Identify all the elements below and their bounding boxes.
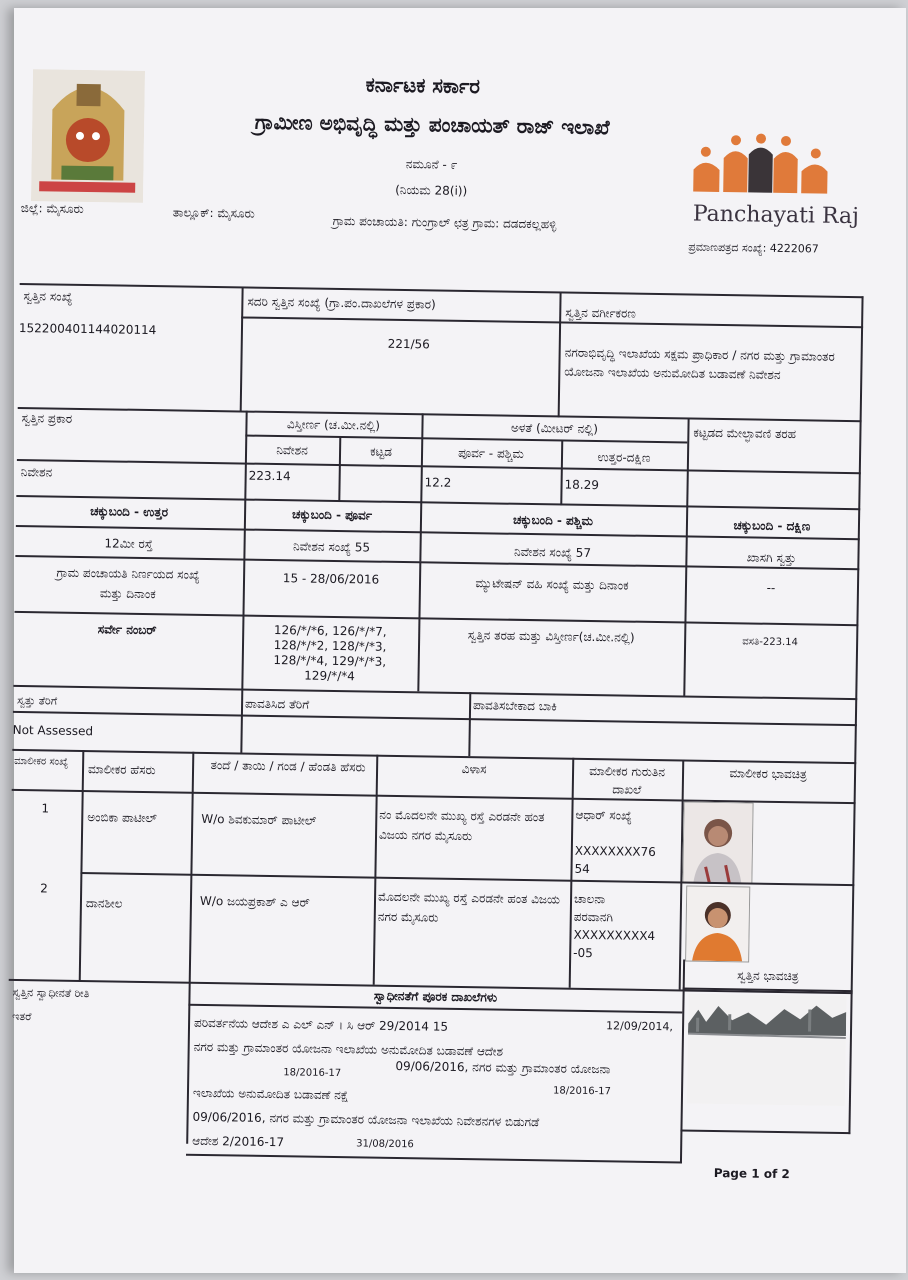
document-page xyxy=(14,8,906,1273)
ownership-method-value: ಇತರೆ xyxy=(12,1009,32,1024)
owner-1-address: ನಂ ಮೊದಲನೇ ಮುಖ್ಯ ರಸ್ತೆ ಎರಡನೇ ಹಂತ ವಿಜಯ ನಗರ ಮೈಸೂರು xyxy=(378,807,545,844)
property-photo-label: ಸ್ವತ್ತಿನ ಭಾವಚಿತ್ರ xyxy=(737,968,799,984)
site-label: ನಿವೇಶನ xyxy=(276,443,308,458)
docs-line-1: ಪರಿವರ್ತನೆಯ ಆದೇಶ ಎ ಎಲ್ ಎನ್ । ಸಿ ಆರ್ 29/2014 15 xyxy=(193,1015,449,1034)
west-label: ಚಕ್ಕುಬಂದಿ - ಪಶ್ಚಿಮ xyxy=(512,512,594,529)
id-header: ಮಾಲೀಕರ ಗುರುತಿನ ದಾಖಲೆ xyxy=(589,763,666,797)
survey-numbers: 126/*/*6, 126/*/*7, 128/*/*2, 128/*/*3, 128/*/*4, 129/*/*3, 129/*/*4 xyxy=(273,623,387,684)
east-value: ನಿವೇಶನ ಸಂಖ್ಯೆ 55 xyxy=(292,539,371,555)
govt-title: ಕರ್ನಾಟಕ ಸರ್ಕಾರ xyxy=(365,72,481,99)
type-area-value: ವಸತಿ-223.14 xyxy=(742,636,799,649)
south-label: ಚಕ್ಕುಬಂದಿ - ದಕ್ಷಿಣ xyxy=(733,518,811,534)
decision-label-2: ಮತ್ತು ದಿನಾಂಕ xyxy=(99,586,156,602)
form-number: ನಮೂನೆ - ೯ xyxy=(405,157,458,172)
north-label: ಚಕ್ಕುಬಂದಿ - ಉತ್ತರ xyxy=(90,504,169,520)
relation-header: ತಂದೆ / ತಾಯಿ / ಗಂಡ / ಹೆಂಡತಿ ಹೆಸರು xyxy=(210,758,366,775)
dept-title: ಗ್ರಾಮೀಣ ಅಭಿವೃದ್ಧಿ ಮತ್ತು ಪಂಚಾಯತ್ ರಾಜ್ ಇಲಾಖೆ xyxy=(254,109,610,140)
docs-sub-2: 18/2016-17 xyxy=(552,1085,612,1098)
ew-value: 12.2 xyxy=(424,475,452,490)
north-value: 12ಮೀ ರಸ್ತೆ xyxy=(104,536,153,552)
owner-no-header: ಮಾಲೀಕರ ಸಂಖ್ಯೆ xyxy=(14,755,69,768)
roof-label: ಕಟ್ಟಡದ ಮೇಲ್ಛಾವಣಿ ತರಹ xyxy=(693,425,797,442)
type-label: ಸ್ವತ್ತಿನ ಪ್ರಕಾರ xyxy=(21,411,73,426)
certificate-number: ಪ್ರಮಾಣಪತ್ರದ ಸಂಖ್ಯೆ: 4222067 xyxy=(688,240,819,256)
karnataka-emblem-icon xyxy=(31,69,145,203)
owner-1-id-type: ಆಧಾರ್ ಸಂಖ್ಯೆ xyxy=(575,807,633,823)
property-photo xyxy=(687,994,847,1106)
docs-label: ಸ್ವಾಧೀನತೆಗೆ ಪೂರಕ ದಾಖಲೆಗಳು xyxy=(373,988,498,1005)
owner-name-header: ಮಾಲೀಕರ ಹೆಸರು xyxy=(87,762,156,778)
owner-2-photo xyxy=(685,886,750,963)
owner-2-id-value: XXXXXXXXX4-05 xyxy=(573,927,656,961)
panchayat-label: ಗ್ರಾಮ ಪಂಚಾಯತಿ: ಗುಂಗ್ರಾಲ್ ಛತ್ರ ಗ್ರಾಮ: ದಡದಕಲ್ಲಹಳ್ಳಿ xyxy=(332,213,557,232)
site-area-value: 223.14 xyxy=(248,468,291,484)
paid-tax-label: ಪಾವತಿಸಿದ ತೆರಿಗೆ xyxy=(244,696,310,712)
ew-label: ಪೂರ್ವ - ಪಶ್ಚಿಮ xyxy=(458,445,524,461)
tax-status: Not Assessed xyxy=(12,722,94,739)
decision-label: ಗ್ರಾಮ ಪಂಚಾಯತಿ ನಿರ್ಣಯದ ಸಂಖ್ಯೆ xyxy=(56,565,200,582)
area-label: ವಿಸ್ತೀರ್ಣ (ಚ.ಮೀ.ನಲ್ಲಿ) xyxy=(286,417,381,433)
address-header: ವಿಳಾಸ xyxy=(461,761,487,777)
docs-line-2: ನಗರ ಮತ್ತು ಗ್ರಾಮಾಂತರ ಯೋಜನಾ ಇಲಾಖೆಯ ಅನುಮೋದಿತ ಬಡಾವಣೆ ಆದೇಶ xyxy=(193,1039,504,1059)
rule-number: (ನಿಯಮ 28(i)) xyxy=(395,182,468,198)
owner-1-id-value: XXXXXXXX7654 xyxy=(574,843,656,877)
owner-2-no: 2 xyxy=(40,881,48,896)
ns-value: 18.29 xyxy=(564,477,600,493)
owner-1-relation: W/o ಶಿವಕುಮಾರ್ ಪಾಟೀಲ್ xyxy=(201,811,317,828)
district-label: ಜಿಲ್ಲೆ: ಮೈಸೂರು xyxy=(20,200,84,216)
sadari-label: ಸದರಿ ಸ್ವತ್ತಿನ ಸಂಖ್ಯೆ (ಗ್ರಾ.ಪಂ.ದಾಖಲೆಗಳ ಪ್ರಕಾರ) xyxy=(247,294,436,312)
owner-1-no: 1 xyxy=(41,801,50,816)
ownership-method-label: ಸ್ವತ್ತಿನ ಸ್ವಾಧೀನತೆ ರೀತಿ xyxy=(12,985,90,1001)
taluk-label: ತಾಲ್ಲೂಕ್: ಮೈಸೂರು xyxy=(172,205,255,221)
owner-2-id-type: ಚಾಲನಾ ಪರವಾನಗಿ xyxy=(573,891,614,925)
mutation-value: -- xyxy=(766,580,776,595)
category-label: ಸ್ವತ್ತಿನ ವರ್ಗೀಕರಣ xyxy=(565,305,636,321)
owner-1-photo xyxy=(682,801,753,884)
docs-line-6: ಆದೇಶ 2/2016-17 xyxy=(192,1133,285,1150)
docs-line-4: ಇಲಾಖೆಯ ಅನುಮೋದಿತ ಬಡಾವಣೆ ನಕ್ಷೆ xyxy=(192,1085,349,1103)
type-area-label: ಸ್ವತ್ತಿನ ತರಹ ಮತ್ತು ವಿಸ್ತೀರ್ಣ(ಚ.ಮೀ.ನಲ್ಲಿ) xyxy=(467,628,635,645)
survey-label: ಸರ್ವೇ ನಂಬರ್ xyxy=(97,622,157,638)
page-number: Page 1 of 2 xyxy=(713,1165,790,1182)
building-label: ಕಟ್ಟಡ xyxy=(370,444,393,459)
due-tax-label: ಪಾವತಿಸಬೇಕಾದ ಬಾಕಿ xyxy=(472,698,557,714)
ns-label: ಉತ್ತರ-ದಕ್ಷಿಣ xyxy=(597,450,651,465)
owner-2-relation: W/o ಜಯಪ್ರಕಾಶ್ ಎ ಆರ್ xyxy=(199,893,310,910)
west-value: ನಿವೇಶನ ಸಂಖ್ಯೆ 57 xyxy=(513,544,592,560)
docs-line-5: 09/06/2016, ನಗರ ಮತ್ತು ಗ್ರಾಮಾಂತರ ಯೋಜನಾ ಇಲಾಖೆಯ ನಿವೇಶನಗಳ ಬಿಡುಗಡೆ xyxy=(192,1109,540,1130)
panchayati-raj-logo-icon xyxy=(685,129,836,201)
owner-2-name: ದಾನಶೀಲ xyxy=(85,896,123,911)
docs-line-3: 09/06/2016, ನಗರ ಮತ್ತು ಗ್ರಾಮಾಂತರ ಯೋಜನಾ xyxy=(395,1058,611,1077)
tax-label: ಸ್ವತ್ತು ತೆರಿಗೆ xyxy=(17,693,58,708)
docs-line-6-date: 31/08/2016 xyxy=(356,1138,414,1151)
owner-1-name: ಅಂಬಿಕಾ ಪಾಟೀಲ್ xyxy=(87,810,158,826)
mutation-label: ಮ್ಯುಟೇಷನ್ ವಹಿ ಸಂಖ್ಯೆ ಮತ್ತು ದಿನಾಂಕ xyxy=(475,576,629,593)
docs-line-1-date: 12/09/2014, xyxy=(605,1019,674,1034)
owner-2-address: ಮೊದಲನೇ ಮುಖ್ಯ ರಸ್ತೆ ಎರಡನೇ ಹಂತ ವಿಜಯ ನಗರ ಮೈಸೂರು xyxy=(377,889,561,925)
sadari-value: 221/56 xyxy=(387,336,430,352)
category-value: ನಗರಾಭಿವೃದ್ಧಿ ಇಲಾಖೆಯ ಸಕ್ಷಮ ಪ್ರಾಧಿಕಾರ / ನಗರ ಮತ್ತು ಗ್ರಾಮಾಂತರ ಯೋಜನಾ ಇಲಾಖೆಯ ಅನುಮೋದಿತ ಬಡಾವಣೆ ನಿವೇಶನ xyxy=(564,345,835,382)
south-value: ಖಾಸಗಿ ಸ್ವತ್ತು xyxy=(746,550,797,566)
property-id-label: ಸ್ವತ್ತಿನ ಸಂಖ್ಯೆ xyxy=(23,289,73,304)
docs-sub-1: 18/2016-17 xyxy=(283,1067,342,1080)
measure-label: ಅಳತೆ (ಮೀಟರ್ ನಲ್ಲಿ) xyxy=(510,420,599,437)
type-value: ನಿವೇಶನ xyxy=(20,465,53,480)
panchayati-raj-text: Panchayati Raj xyxy=(692,201,860,230)
east-label: ಚಕ್ಕುಬಂದಿ - ಪೂರ್ವ xyxy=(292,507,373,523)
property-id-value: 152200401144020114 xyxy=(18,320,157,338)
decision-value: 15 - 28/06/2016 xyxy=(282,571,380,587)
owner-photo-header: ಮಾಲೀಕರ ಭಾವಚಿತ್ರ xyxy=(729,766,807,782)
